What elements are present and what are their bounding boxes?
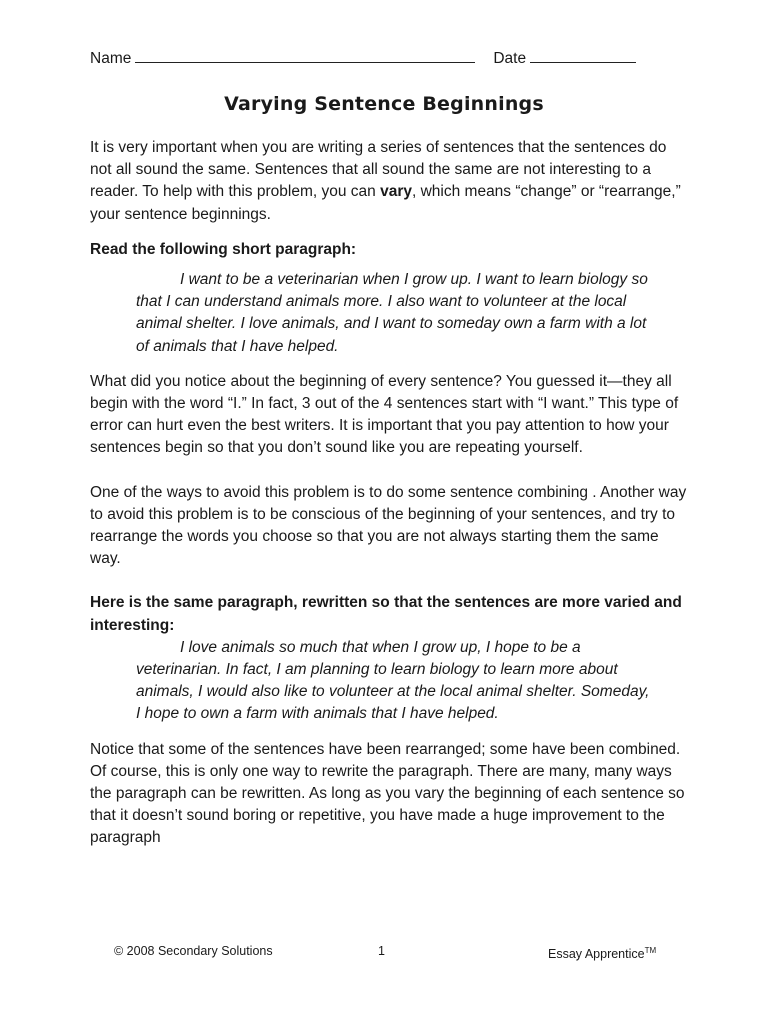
intro-text-start: It is very important when you are writing a series of sentences that the sentences do not all sound the same. Sentences that all sound the same are not interesting to a reader. To help with this problem, you can (90, 139, 667, 201)
name-date-header (90, 46, 650, 69)
rewritten-heading: Here is the same paragraph, rewritten so that the sentences are more varied and interesting: (90, 594, 682, 634)
worksheet-body (90, 137, 690, 850)
copyright-text: © 2008 Secondary Solutions (114, 944, 273, 958)
notice-paragraph: What did you notice about the beginning of every sentence? You guessed it—they all begin with the word “I.” In fact, 3 out of the 4 sentences start with “I want.” This type of error can hurt even the best writers. It is important that you pay attention to how your sentences begin so that you don’t sound like you are repeating yourself. (90, 372, 679, 457)
date-label: Date (493, 50, 527, 67)
product-name (548, 943, 656, 962)
intro-text-end: , which means “change” or “rearrange,” your sentence beginnings. (90, 183, 681, 223)
date-blank-line (530, 46, 636, 63)
avoid-paragraph: One of the ways to avoid this problem is to do some sentence combining . Another way to avoid this problem is to be conscious of the beginning of your sentences, and try to rearrange the words you choose so that you are not always starting them the same way. (90, 483, 687, 568)
page-number: 1 (378, 944, 385, 958)
page-title: Varying Sentence Beginnings (224, 93, 544, 115)
name-label: Name (90, 50, 132, 67)
read-heading: Read the following short paragraph: (90, 240, 357, 258)
rewritten-paragraph: I love animals so much that when I grow up, I hope to be a veterinarian. In fact, I am planning to learn biology to learn more about animals, I would also like to volunteer at the local animal shelter. Someday, I hope to own a farm with animals that I have helped. (136, 638, 650, 723)
product-label: Essay Apprentice (548, 947, 645, 962)
intro-bold-word: vary (380, 183, 412, 201)
original-paragraph: I want to be a veterinarian when I grow up. I want to learn biology so that I can understand animals more. I also want to volunteer at the local animal shelter. I love animals, and I want to someday own a farm with a lot of animals that I have helped. (136, 271, 648, 355)
name-blank-line (135, 46, 475, 63)
intro-paragraph (90, 137, 690, 226)
closing-paragraph: Notice that some of the sentences have been rearranged; some have been combined. Of course, this is only one way to rewrite the paragraph. There are many, many ways the paragraph can be rewritten. As long as you vary the beginning of each sentence so that it doesn’t sound boring or repetitive, you have made a huge improvement to the paragraph (90, 740, 685, 847)
trademark-symbol: TM (644, 946, 657, 955)
